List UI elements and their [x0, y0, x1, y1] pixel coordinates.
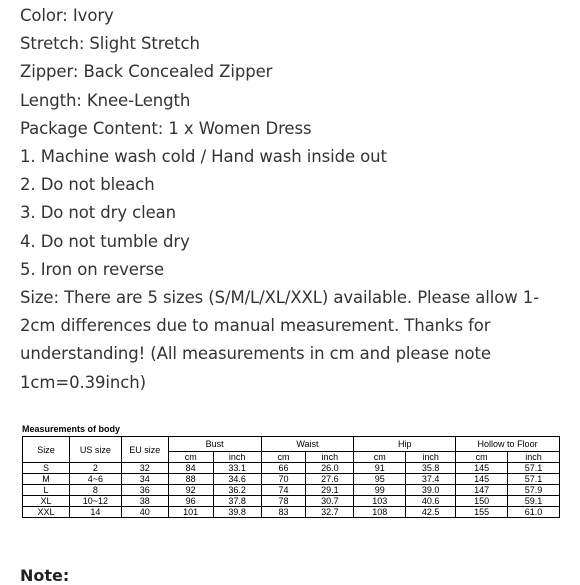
header-us-size: US size [69, 437, 121, 463]
table-cell: 88 [168, 474, 213, 485]
table-cell: 99 [354, 485, 406, 496]
table-cell: 39.0 [406, 485, 456, 496]
table-cell: 59.1 [508, 496, 560, 507]
header-waist: Waist [261, 437, 354, 452]
table-cell: 150 [456, 496, 508, 507]
size-chart-title: Measurements of body [22, 424, 121, 434]
header-unit-inch: inch [306, 452, 354, 463]
table-cell: 36.2 [213, 485, 261, 496]
header-unit-cm: cm [354, 452, 406, 463]
table-row [23, 474, 560, 485]
size-chart-table [22, 436, 560, 518]
care-line-1: 1. Machine wash cold / Hand wash inside out [20, 147, 387, 167]
table-row [23, 463, 560, 474]
table-cell: 33.1 [213, 463, 261, 474]
table-cell: 30.7 [306, 496, 354, 507]
table-cell: 27.6 [306, 474, 354, 485]
table-cell: 35.8 [406, 463, 456, 474]
length-line: Length: Knee-Length [20, 90, 191, 110]
table-cell: 40 [121, 507, 168, 518]
header-hip: Hip [354, 437, 456, 452]
color-line: Color: Ivory [20, 6, 114, 25]
table-row [23, 496, 560, 507]
table-cell: 32 [121, 463, 168, 474]
header-eu-size: EU size [121, 437, 168, 463]
table-cell: 83 [261, 507, 306, 518]
table-cell: 29.1 [306, 485, 354, 496]
zipper-line: Zipper: Back Concealed Zipper [20, 62, 273, 82]
table-cell: 147 [456, 485, 508, 496]
care-line-4: 4. Do not tumble dry [20, 231, 190, 251]
size-note: Size: There are 5 sizes (S/M/L/XL/XXL) available. Please allow 1-2cm differences due to manual measurement. Thanks for understanding! (All measurements in cm and please note 1cm=0.39inch) [20, 288, 540, 392]
table-cell: 2 [69, 463, 121, 474]
table-cell: 74 [261, 485, 306, 496]
table-cell: 91 [354, 463, 406, 474]
size-chart-body [23, 463, 560, 518]
table-cell: 57.9 [508, 485, 560, 496]
care-line-5: 5. Iron on reverse [20, 259, 165, 279]
table-cell: 101 [168, 507, 213, 518]
header-hollow-to-floor: Hollow to Floor [456, 437, 560, 452]
table-cell: 95 [354, 474, 406, 485]
care-line-3: 3. Do not dry clean [20, 203, 177, 223]
care-line-2: 2. Do not bleach [20, 175, 155, 195]
header-bust: Bust [168, 437, 261, 452]
table-cell: 61.0 [508, 507, 560, 518]
header-unit-cm: cm [261, 452, 306, 463]
header-unit-inch: inch [406, 452, 456, 463]
table-cell: S [23, 463, 70, 474]
table-cell: 108 [354, 507, 406, 518]
note-heading: Note: [20, 566, 70, 585]
table-cell: 26.0 [306, 463, 354, 474]
table-cell: 66 [261, 463, 306, 474]
table-cell: 145 [456, 474, 508, 485]
stretch-line: Stretch: Slight Stretch [20, 34, 200, 54]
table-row [23, 507, 560, 518]
table-cell: 8 [69, 485, 121, 496]
table-cell: 103 [354, 496, 406, 507]
package-line: Package Content: 1 x Women Dress [20, 118, 312, 138]
product-description [20, 2, 560, 397]
header-unit-cm: cm [456, 452, 508, 463]
table-cell: 84 [168, 463, 213, 474]
table-cell: 57.1 [508, 463, 560, 474]
table-cell: 78 [261, 496, 306, 507]
table-cell: 39.8 [213, 507, 261, 518]
table-cell: 42.5 [406, 507, 456, 518]
table-cell: 38 [121, 496, 168, 507]
table-cell: 96 [168, 496, 213, 507]
table-cell: 14 [69, 507, 121, 518]
table-cell: 57.1 [508, 474, 560, 485]
table-cell: 36 [121, 485, 168, 496]
table-cell: 4~6 [69, 474, 121, 485]
header-size: Size [23, 437, 70, 463]
table-cell: M [23, 474, 70, 485]
table-cell: XXL [23, 507, 70, 518]
table-cell: L [23, 485, 70, 496]
table-row [23, 485, 560, 496]
header-unit-inch: inch [508, 452, 560, 463]
table-cell: 92 [168, 485, 213, 496]
table-cell: 40.6 [406, 496, 456, 507]
table-cell: 34.6 [213, 474, 261, 485]
table-cell: XL [23, 496, 70, 507]
table-cell: 145 [456, 463, 508, 474]
table-cell: 10~12 [69, 496, 121, 507]
table-cell: 32.7 [306, 507, 354, 518]
table-cell: 34 [121, 474, 168, 485]
header-unit-cm: cm [168, 452, 213, 463]
table-cell: 70 [261, 474, 306, 485]
table-cell: 37.4 [406, 474, 456, 485]
table-cell: 37.8 [213, 496, 261, 507]
header-unit-inch: inch [213, 452, 261, 463]
table-cell: 155 [456, 507, 508, 518]
